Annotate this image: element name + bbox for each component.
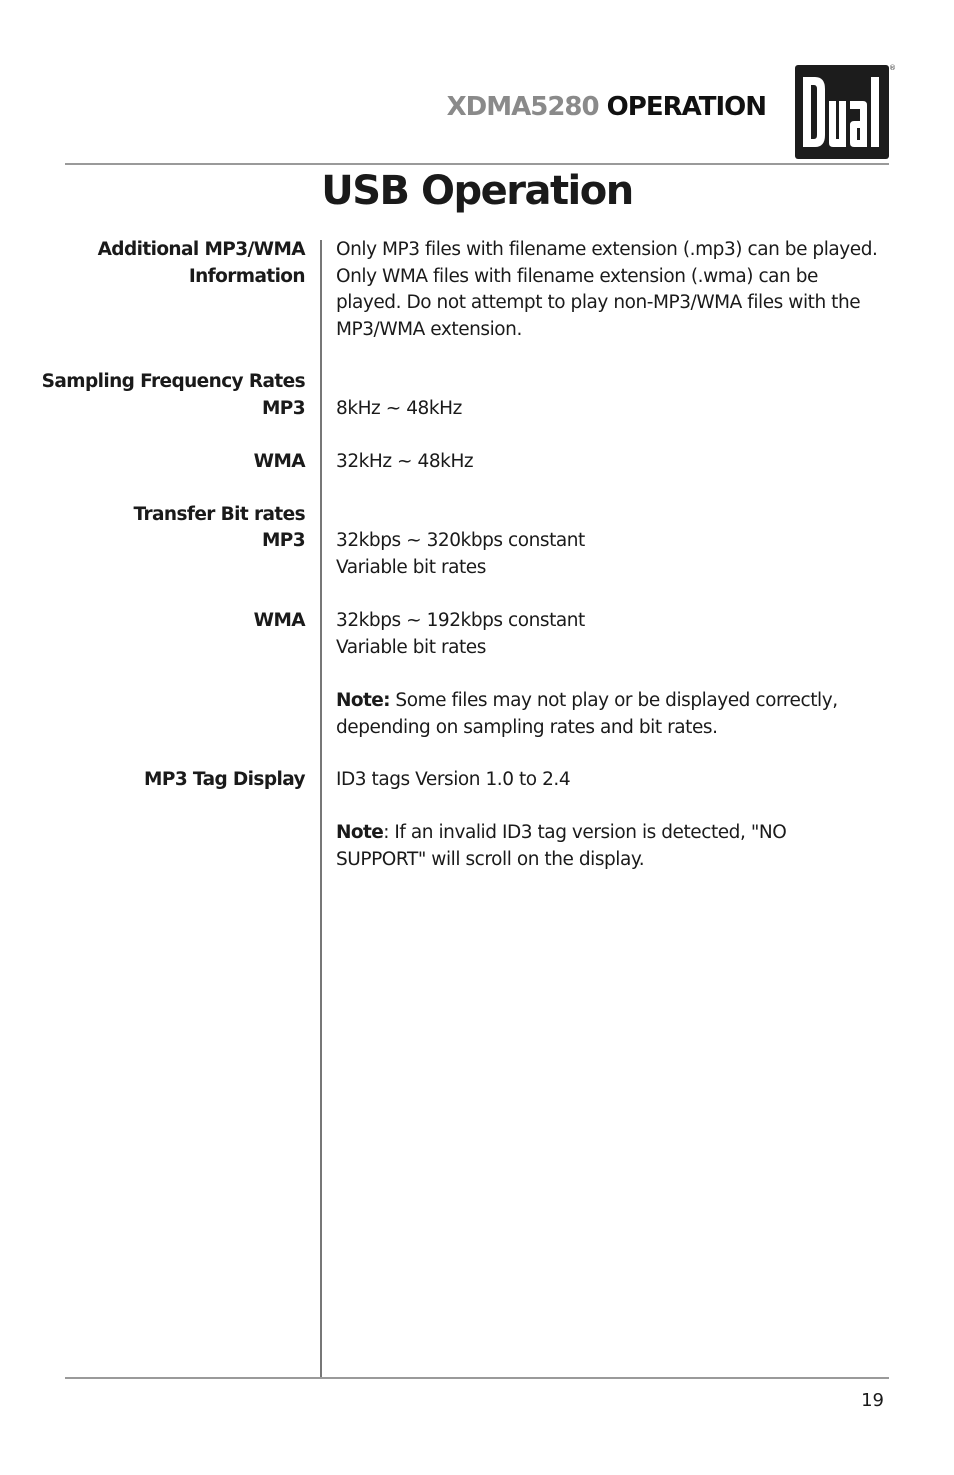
tag-display-label: MP3 Tag Display bbox=[144, 769, 305, 790]
header-title bbox=[447, 92, 766, 122]
bitrates-heading: Transfer Bit rates bbox=[133, 504, 305, 525]
registered-mark: ® bbox=[889, 64, 896, 72]
note-label: Note: bbox=[336, 690, 390, 711]
sampling-mp3-label: MP3 bbox=[261, 398, 305, 419]
page-number: 19 bbox=[861, 1390, 884, 1411]
tag-display-note: Note: If an invalid ID3 tag version is detected, "NO SUPPORT" will scroll on the display. bbox=[336, 822, 787, 870]
bitrates-note: Note: Some files may not play or be displayed correctly, depending on sampling rates and bit rates. bbox=[336, 690, 838, 738]
additional-info-text: Only MP3 files with filename extension (.mp3) can be played. Only WMA files with filename extension (.wma) can be played. Do not attempt to play non-MP3/WMA files with the MP3/WMA extension. bbox=[336, 239, 878, 340]
footer-rule bbox=[65, 1377, 889, 1379]
page-title: USB Operation bbox=[321, 168, 633, 214]
sampling-wma-label: WMA bbox=[253, 451, 305, 472]
section-name: OPERATION bbox=[606, 92, 766, 122]
sampling-mp3-value: 8kHz ~ 48kHz bbox=[336, 398, 462, 419]
additional-info-label: Additional MP3/WMA Information bbox=[97, 239, 305, 287]
sampling-heading: Sampling Frequency Rates bbox=[41, 371, 305, 392]
bitrates-wma-label: WMA bbox=[253, 610, 305, 631]
dual-logo bbox=[795, 65, 889, 159]
bitrates-wma-value: 32kbps ~ 192kbps constant Variable bit rates bbox=[336, 610, 585, 658]
column-divider bbox=[320, 240, 322, 1378]
tag-display-value: ID3 tags Version 1.0 to 2.4 bbox=[336, 769, 571, 790]
header-rule bbox=[65, 163, 889, 165]
bitrates-mp3-value: 32kbps ~ 320kbps constant Variable bit rates bbox=[336, 530, 585, 578]
sampling-wma-value: 32kHz ~ 48kHz bbox=[336, 451, 474, 472]
dual-logo-mark bbox=[795, 65, 889, 159]
bitrates-mp3-label: MP3 bbox=[261, 530, 305, 551]
model-name: XDMA5280 bbox=[446, 92, 599, 122]
note-label: Note bbox=[336, 822, 384, 843]
